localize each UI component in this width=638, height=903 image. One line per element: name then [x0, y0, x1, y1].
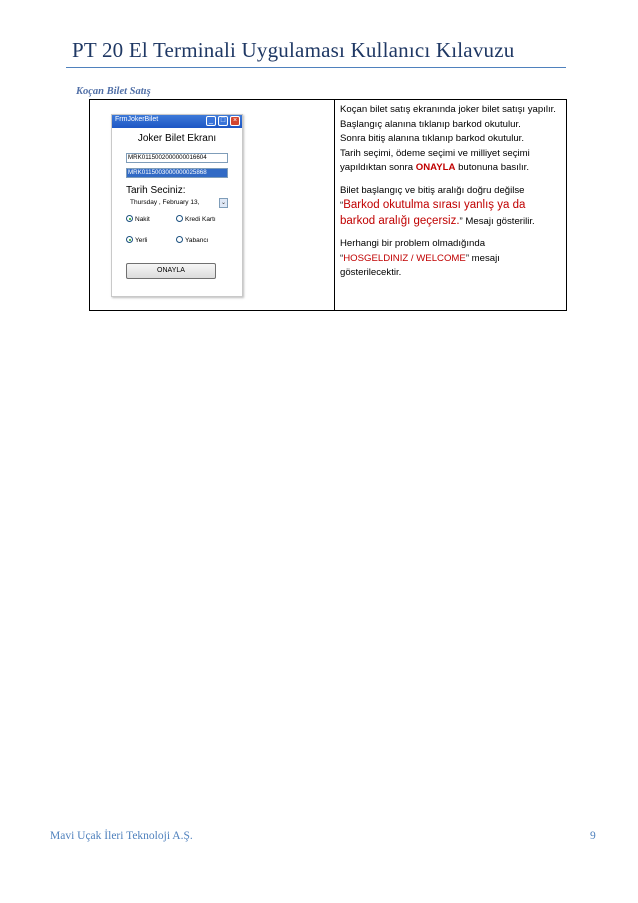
instruction-line: ” mesajı gösterilecektir.	[340, 252, 500, 278]
close-icon[interactable]: ×	[230, 116, 240, 126]
radio-selected-icon	[126, 215, 133, 222]
payment-card-label: Kredi Kartı	[185, 216, 216, 223]
instruction-line: ” Mesajı gösterilir.	[459, 215, 535, 227]
nationality-local-radio[interactable]	[126, 236, 147, 245]
title-underline	[66, 67, 566, 68]
start-barcode-input[interactable]: MRK0115002000000016604	[126, 153, 228, 163]
quote-mark: “	[340, 252, 344, 264]
date-picker[interactable]	[130, 198, 228, 208]
chevron-down-icon[interactable]: ⌄	[220, 200, 227, 206]
date-label: Tarih Seciniz:	[126, 185, 186, 196]
radio-unselected-icon	[176, 215, 183, 222]
instruction-line: Sonra bitiş alanına tıklanıp barkod okutulur.	[340, 133, 524, 144]
confirm-keyword: ONAYLA	[415, 162, 456, 173]
nationality-foreign-radio[interactable]	[176, 236, 208, 245]
radio-unselected-icon	[176, 236, 183, 243]
payment-card-radio[interactable]	[176, 215, 216, 224]
payment-cash-radio[interactable]	[126, 215, 150, 224]
instruction-line: Tarih seçimi, ödeme seçimi ve milliyet seçimi yapıldıktan sonra	[340, 147, 530, 173]
section-heading: Koçan Bilet Satış	[76, 86, 151, 97]
window-title: FrmJokerBilet	[115, 116, 159, 123]
instructions-paragraph-2	[340, 184, 562, 230]
window-titlebar	[112, 115, 242, 128]
instruction-line: butonuna basılır.	[458, 162, 530, 173]
quote-mark: “	[340, 200, 344, 211]
instructions	[340, 103, 562, 289]
instruction-line: Bilet başlangıç ve bitiş aralığı doğru değilse	[340, 184, 525, 196]
instructions-paragraph-1	[340, 103, 562, 176]
nationality-foreign-label: Yabancı	[185, 237, 209, 244]
end-barcode-input[interactable]: MRK0115003000000025868	[126, 168, 228, 178]
instruction-line: Herhangi bir problem olmadığında	[340, 238, 486, 249]
maximize-icon[interactable]: □	[218, 116, 228, 126]
instruction-line: Başlangıç alanına tıklanıp barkod okutulur.	[340, 118, 521, 130]
app-heading: Joker Bilet Ekranı	[137, 133, 217, 144]
welcome-message: HOSGELDINIZ / WELCOME	[343, 252, 466, 264]
payment-cash-label: Nakit	[135, 216, 150, 223]
page-number: 9	[590, 830, 596, 842]
table-divider	[334, 100, 335, 310]
date-value: Thursday , February 13,	[130, 199, 200, 206]
error-message: Barkod okutulma sırası yanlış ya da barkod aralığı geçersiz.	[340, 199, 526, 227]
minimize-icon[interactable]: _	[206, 116, 216, 126]
confirm-button[interactable]: ONAYLA	[126, 263, 216, 279]
app-screenshot	[111, 114, 243, 297]
instructions-paragraph-3	[340, 237, 562, 281]
footer-company: Mavi Uçak İleri Teknoloji A.Ş.	[50, 830, 193, 842]
document-title: PT 20 El Terminali Uygulaması Kullanıcı Kılavuzu	[72, 38, 515, 62]
instruction-line: Koçan bilet satış ekranında joker bilet satışı yapılır.	[340, 104, 556, 115]
radio-selected-icon	[126, 236, 133, 243]
nationality-local-label: Yerli	[135, 237, 148, 244]
content-table	[89, 99, 567, 311]
